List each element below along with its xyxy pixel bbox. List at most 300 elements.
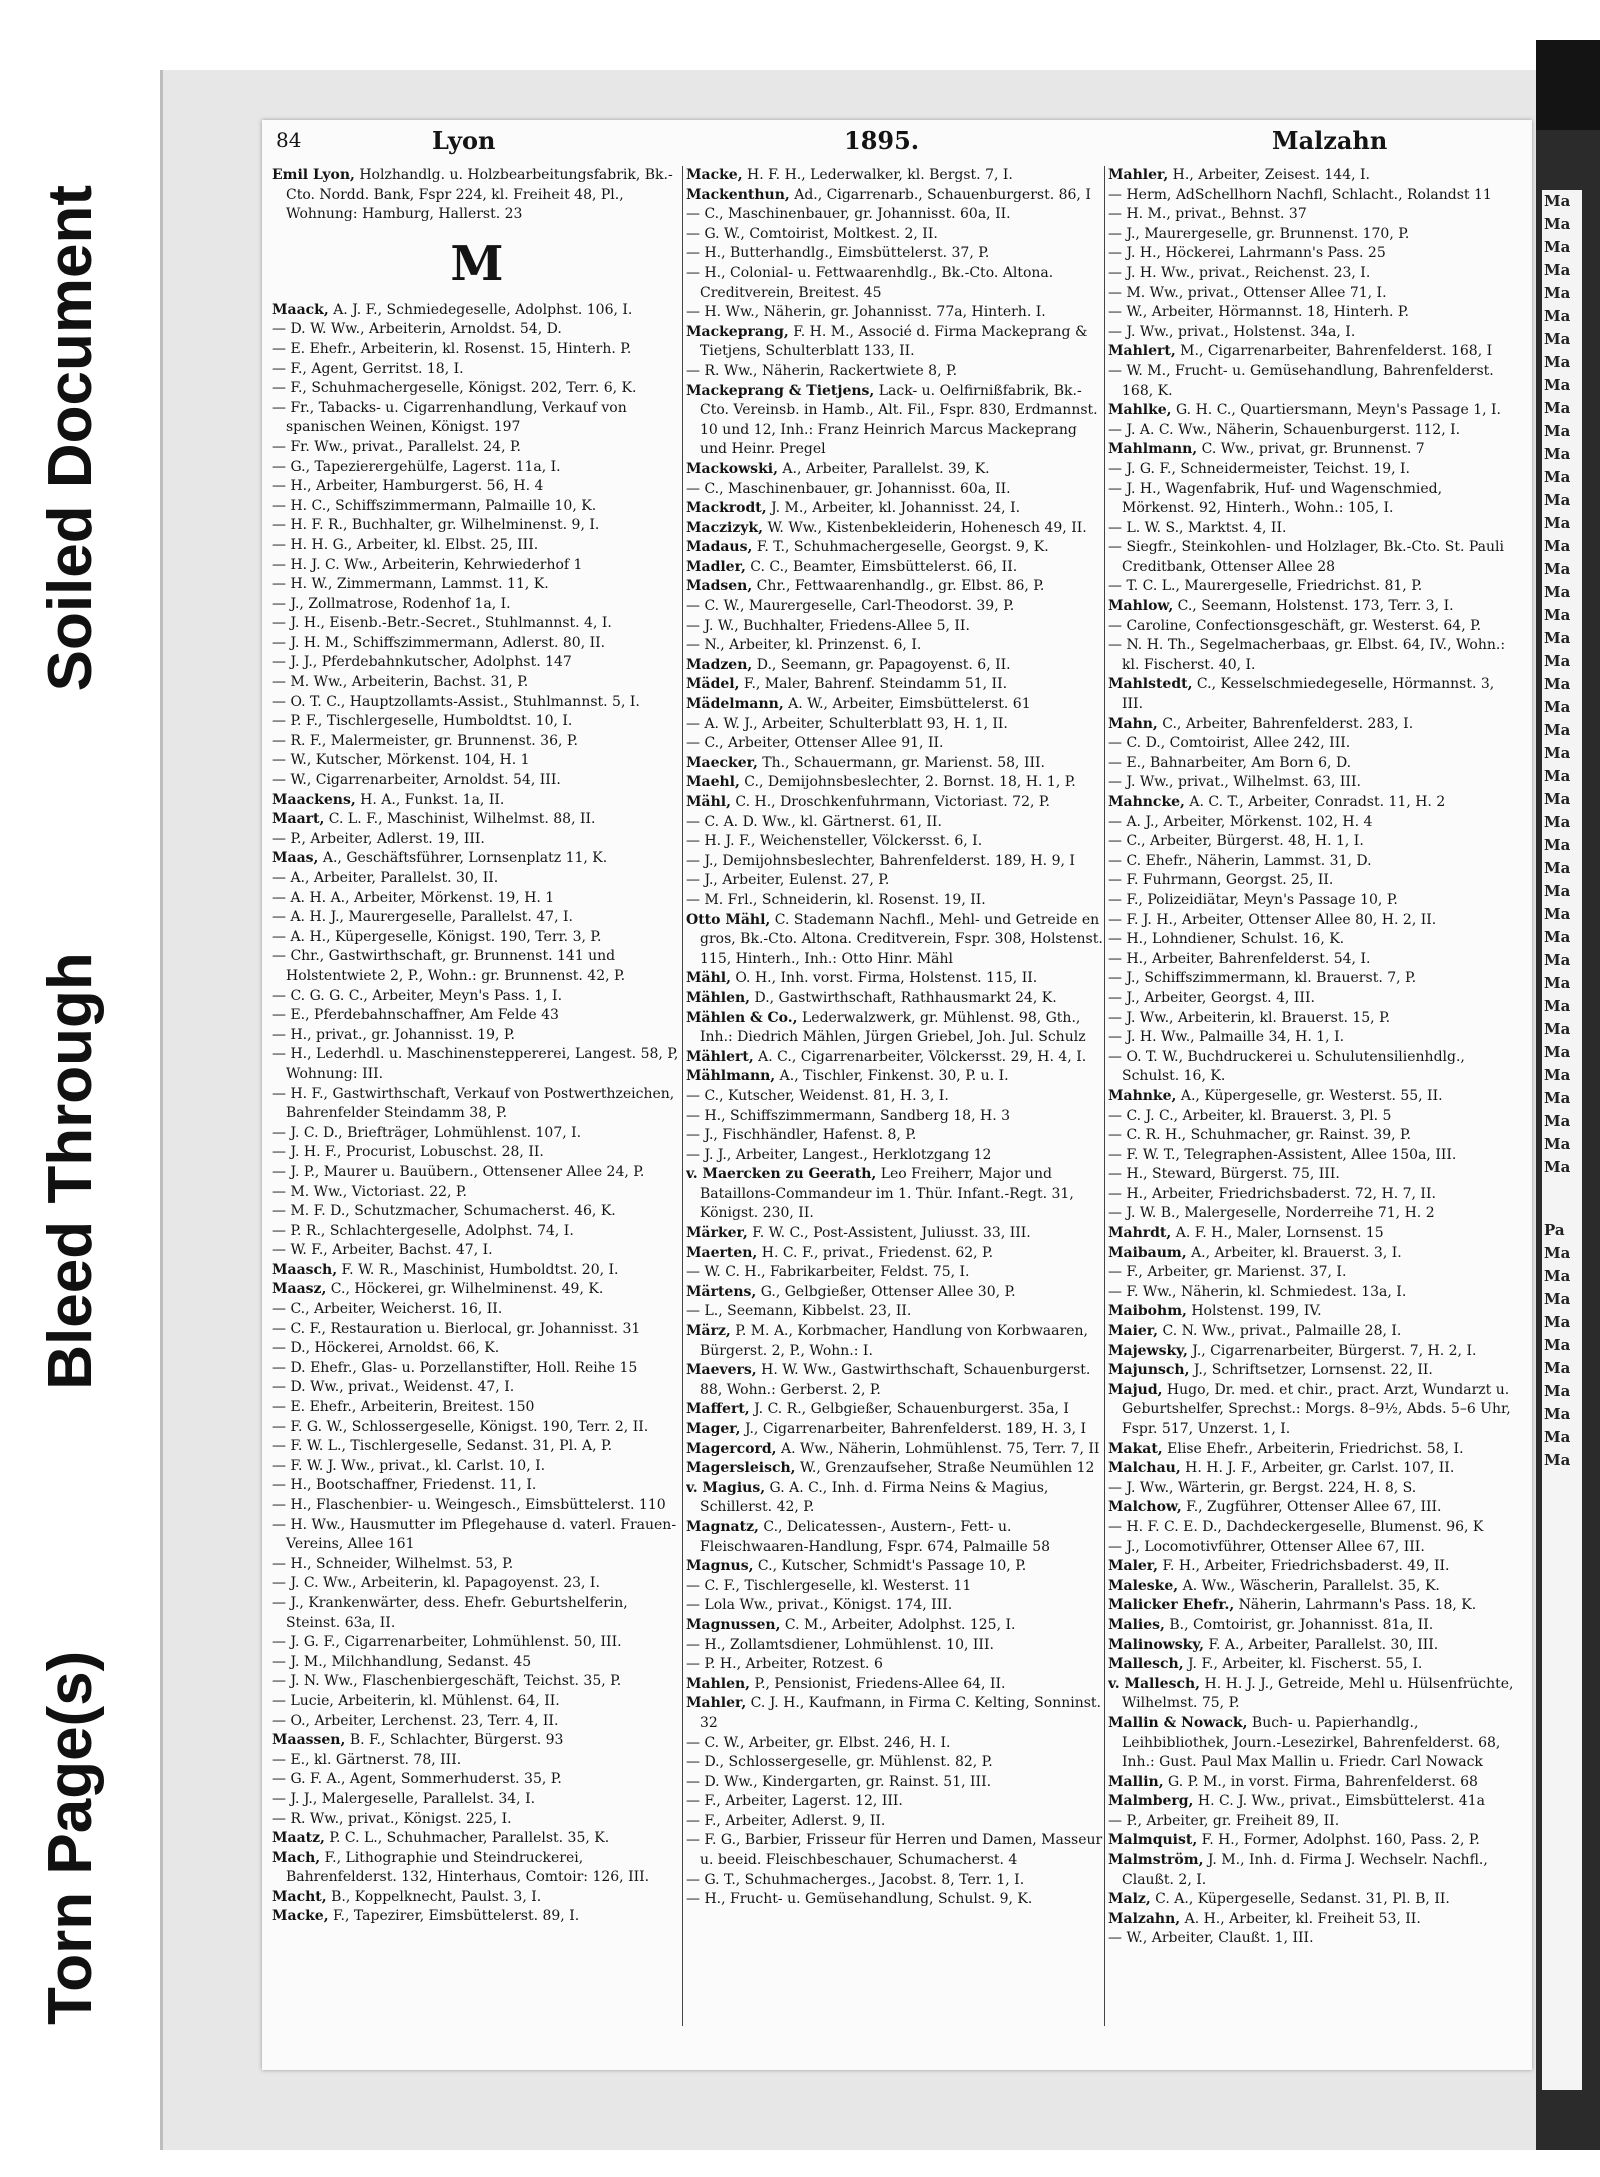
directory-entry: — P. R., Schlachtergeselle, Adolphst. 74, I. [272, 1222, 574, 1239]
directory-entry: — J. H. Ww., Palmaille 34, H. 1, I. [1108, 1029, 1345, 1046]
directory-entry: — J. H., Eisenb.-Betr.-Secret., Stuhlmannst. 4, I. [272, 615, 612, 632]
next-page-fragment: Ma [1544, 882, 1571, 900]
next-page-fragment: Ma [1544, 1336, 1571, 1354]
directory-entry: — G. T., Schuhmacherges., Jacobst. 8, Terr. 1, I. [686, 1871, 1025, 1888]
directory-entry: — W., Arbeiter, Hörmannst. 18, Hinterh. P. [1108, 304, 1409, 321]
directory-entry: — F. G., Barbier, Frisseur für Herren und Damen, Masseur u. beeid. Fleischbeschauer, Schumacherst. 4 [686, 1832, 1103, 1869]
directory-column-1 [272, 166, 682, 2036]
directory-entry: — H. C., Schiffszimmermann, Palmaille 10, K. [272, 497, 597, 514]
directory-entry: Macht, B., Koppelknecht, Paulst. 3, I. [272, 1888, 542, 1905]
directory-entry: — H., Arbeiter, Hamburgerst. 56, H. 4 [272, 478, 544, 495]
directory-entry: Mählert, A. C., Cigarrenarbeiter, Völckersst. 29, H. 4, I. [686, 1048, 1087, 1065]
directory-entry: — J. Ww., Arbeiterin, kl. Brauerst. 15, P. [1108, 1009, 1391, 1026]
directory-entry: Majunsch, J., Schriftsetzer, Lornsenst. 22, II. [1108, 1362, 1433, 1379]
directory-entry: — C., Kutscher, Weidenst. 81, H. 3, I. [686, 1087, 949, 1104]
directory-entry: Mahn, C., Arbeiter, Bahrenfelderst. 283, I. [1108, 715, 1414, 732]
directory-entry: Malzahn, A. H., Arbeiter, kl. Freiheit 53, II. [1108, 1910, 1421, 1927]
directory-entry: Mahlmann, C. Ww., privat, gr. Brunnenst. 7 [1108, 441, 1425, 458]
directory-entry: — J., Locomotivführer, Ottenser Allee 67, III. [1108, 1538, 1425, 1555]
label-torn-pages: Torn Page(s) [35, 1650, 105, 2025]
next-page-fragment: Ma [1544, 445, 1571, 463]
page-number: 84 [276, 128, 302, 152]
directory-entry: — J., Krankenwärter, dess. Ehefr. Geburtshelferin, Steinst. 63a, II. [272, 1594, 628, 1631]
next-page-fragment: Ma [1544, 974, 1571, 992]
next-page-fragment: Ma [1544, 1313, 1571, 1331]
directory-entry: — J., Schiffszimmermann, kl. Brauerst. 7, P. [1108, 970, 1417, 987]
next-page-edge [1536, 40, 1600, 2150]
directory-entry: — C., Arbeiter, Weicherst. 16, II. [272, 1301, 503, 1318]
directory-entry: — L., Seemann, Kibbelst. 23, II. [686, 1303, 912, 1320]
directory-entry: Maatz, P. C. L., Schuhmacher, Parallelst. 35, K. [272, 1830, 610, 1847]
directory-entry: — J., Arbeiter, Eulenst. 27, P. [686, 872, 890, 889]
directory-entry: — J. H. Ww., privat., Reichenst. 23, I. [1108, 264, 1371, 281]
directory-entry: — H. F., Gastwirthschaft, Verkauf von Postwerthzeichen, Bahrenfelder Steindamm 38, P. [272, 1085, 675, 1122]
directory-entry: Magnussen, C. M., Arbeiter, Adolphst. 125, I. [686, 1616, 1016, 1633]
directory-entry: Maier, C. N. Ww., privat., Palmaille 28, I. [1108, 1323, 1402, 1340]
directory-entry: Mählmann, A., Tischler, Finkenst. 30, P. u. I. [686, 1068, 1009, 1085]
directory-entry: — Lucie, Arbeiterin, kl. Mühlenst. 64, II. [272, 1692, 560, 1709]
directory-entry: Maevers, H. W. Ww., Gastwirthschaft, Schauenburgerst. 88, Wohn.: Gerberst. 2, P. [686, 1362, 1091, 1398]
directory-entry: — M. Ww., Victoriast. 22, P. [272, 1183, 467, 1200]
directory-entry: Madaus, F. T., Schuhmachergeselle, Georgst. 9, K. [686, 539, 1049, 556]
section-letter: M [450, 235, 504, 292]
directory-entry: — O. T. W., Buchdruckerei u. Schulutensilienhdlg., Schulst. 16, K. [1108, 1048, 1465, 1085]
directory-entry: — J. C. D., Briefträger, Lohmühlenst. 107, I. [272, 1124, 582, 1141]
directory-entry: Maczizyk, W. Ww., Kistenbekleiderin, Hohenesch 49, II. [686, 519, 1087, 536]
directory-entry: — J., Demijohnsbeslechter, Bahrenfelderst. 189, H. 9, I [686, 852, 1075, 869]
directory-entry: — C. D., Comtoirist, Allee 242, III. [1108, 735, 1351, 752]
directory-entry: — J. P., Maurer u. Bauübern., Ottensener Allee 24, P. [272, 1163, 645, 1180]
directory-entry: Märker, F. W. C., Post-Assistent, Juliusst. 33, III. [686, 1225, 1031, 1242]
directory-entry: — J. A. C. Ww., Näherin, Schauenburgerst. 112, I. [1108, 421, 1461, 438]
directory-entry: — F., Arbeiter, Lagerst. 12, III. [686, 1793, 903, 1810]
next-page-fragment: Ma [1544, 399, 1571, 417]
directory-entry: Maehl, C., Demijohnsbeslechter, 2. Bornst. 18, H. 1, P. [686, 774, 1076, 791]
directory-entry: — D. Ww., Kindergarten, gr. Rainst. 51, III. [686, 1773, 992, 1790]
next-page-fragment: Ma [1544, 353, 1571, 371]
directory-entry: Mahlert, M., Cigarrenarbeiter, Bahrenfelderst. 168, I [1108, 343, 1493, 360]
directory-entry: — W., Cigarrenarbeiter, Arnoldst. 54, III. [272, 772, 561, 789]
directory-entry: — G., Tapezierergehülfe, Lagerst. 11a, I. [272, 458, 561, 475]
directory-entry: — H. Ww., Näherin, gr. Johannisst. 77a, Hinterh. I. [686, 304, 1046, 321]
directory-entry: — R. F., Malermeister, gr. Brunnenst. 36, P. [272, 732, 578, 749]
directory-entry: — H. F. C. E. D., Dachdeckergeselle, Blumenst. 96, K [1108, 1518, 1484, 1535]
directory-entry: — J. Ww., privat., Holstenst. 34a, I. [1108, 323, 1356, 340]
directory-entry: Macke, F., Tapezirer, Eimsbüttelerst. 89, I. [272, 1908, 580, 1925]
directory-entry: — H., Colonial- u. Fettwaarenhdlg., Bk.-Cto. Altona. Creditverein, Breitest. 45 [686, 264, 1054, 301]
directory-entry: — W. F., Arbeiter, Bachst. 47, I. [272, 1242, 493, 1259]
directory-entry: Maibaum, A., Arbeiter, kl. Brauerst. 3, I. [1108, 1244, 1402, 1261]
directory-entry: — J., Fischhändler, Hafenst. 8, P. [686, 1127, 917, 1144]
directory-entry: — M. Frl., Schneiderin, kl. Rosenst. 19, II. [686, 891, 986, 908]
directory-column-2 [686, 166, 1104, 2036]
directory-entry: — A. J., Arbeiter, Mörkenst. 102, H. 4 [1108, 813, 1373, 830]
next-page-fragment: Ma [1544, 905, 1571, 923]
next-page-fragment: Ma [1544, 192, 1571, 210]
directory-entry: — C., Arbeiter, Bürgerst. 48, H. 1, I. [1108, 833, 1364, 850]
directory-entry: — W., Arbeiter, Claußt. 1, III. [1108, 1930, 1314, 1947]
directory-entry: — H., Frucht- u. Gemüsehandlung, Schulst. 9, K. [686, 1891, 1033, 1908]
next-page-fragment: Ma [1544, 1158, 1571, 1176]
next-page-fragment: Ma [1544, 997, 1571, 1015]
directory-entry: — F. W. L., Tischlergeselle, Sedanst. 31, Pl. A, P. [272, 1438, 613, 1455]
directory-entry: — E. Ehefr., Arbeiterin, kl. Rosenst. 15, Hinterh. P. [272, 340, 632, 357]
directory-entry: Madzen, D., Seemann, gr. Papagoyenst. 6, II. [686, 656, 1011, 673]
directory-entry: Maack, A. J. F., Schmiedegeselle, Adolphst. 106, I. [272, 301, 633, 318]
next-page-fragment: Ma [1544, 1135, 1571, 1153]
directory-entry: — N. H. Th., Segelmacherbaas, gr. Elbst. 64, IV., Wohn.: kl. Fischerst. 40, I. [1108, 637, 1506, 673]
directory-entry: — M. Ww., Arbeiterin, Bachst. 31, P. [272, 674, 529, 691]
directory-entry: Mahlen, P., Pensionist, Friedens-Allee 64, II. [686, 1675, 1006, 1692]
directory-entry: — J. Ww., privat., Wilhelmst. 63, III. [1108, 774, 1361, 791]
directory-entry: Maler, F. H., Arbeiter, Friedrichsbaderst. 49, II. [1108, 1558, 1450, 1575]
directory-entry: — J. H. F., Procurist, Lobuschst. 28, II. [272, 1144, 544, 1161]
directory-entry: Mager, J., Cigarrenarbeiter, Bahrenfelderst. 189, H. 3, I [686, 1421, 1087, 1437]
directory-entry: Mählen & Co., Lederwalzwerk, gr. Mühlenst. 98, Gth., Inh.: Diedrich Mählen, Jürgen Griebel, Joh. Jul. Schulz [686, 1009, 1086, 1046]
directory-entry: Mahler, H., Arbeiter, Zeisest. 144, I. [1108, 167, 1370, 183]
directory-entry: — J. M., Milchhandlung, Sedanst. 45 [272, 1653, 532, 1670]
directory-entry: — J. J., Pferdebahnkutscher, Adolphst. 147 [272, 654, 572, 671]
next-page-fragment: Ma [1544, 1020, 1571, 1038]
directory-entry: Maffert, J. C. R., Gelbgießer, Schauenburgerst. 35a, I [686, 1401, 1069, 1418]
directory-entry: — W., Kutscher, Mörkenst. 104, H. 1 [272, 752, 530, 769]
next-page-fragment: Ma [1544, 675, 1571, 693]
warning-labels [15, 155, 125, 2055]
next-page-fragment: Ma [1544, 1112, 1571, 1130]
directory-entry: — Lola Ww., privat., Königst. 174, III. [686, 1597, 953, 1614]
directory-column-3 [1108, 166, 1518, 2036]
directory-entry: — E., kl. Gärtnerst. 78, III. [272, 1751, 462, 1768]
directory-entry: — Siegfr., Steinkohlen- und Holzlager, Bk.-Cto. St. Pauli Creditbank, Ottenser Allee 28 [1108, 539, 1504, 575]
directory-entry: Otto Mähl, C. Stademann Nachfl., Mehl- und Getreide en gros, Bk.-Cto. Altona. Creditverein, Fspr. 308, Holstenst. 115, Hinterh., Inh.: Otto Hinr. Mähl [686, 911, 1103, 967]
directory-entry: Maackens, H. A., Funkst. 1a, II. [272, 791, 505, 808]
directory-entry: — H., Butterhandlg., Eimsbüttelerst. 37, P. [686, 245, 990, 262]
next-page-fragment: Ma [1544, 307, 1571, 325]
directory-entry: Märtens, G., Gelbgießer, Ottenser Allee 30, P. [686, 1283, 1016, 1300]
directory-entry: — J. G. F., Cigarrenarbeiter, Lohmühlenst. 50, III. [272, 1634, 622, 1651]
directory-entry: — R. Ww., Näherin, Rackertwiete 8, P. [686, 362, 958, 379]
directory-entry: Madler, C. C., Beamter, Eimsbüttelerst. 66, II. [686, 558, 1018, 575]
directory-entry: — J. J., Malergeselle, Parallelst. 34, I. [272, 1790, 536, 1807]
directory-entry: — H., Arbeiter, Friedrichsbaderst. 72, H. 7, II. [1108, 1185, 1436, 1202]
directory-entry: — J. G. F., Schneidermeister, Teichst. 19, I. [1108, 460, 1410, 477]
directory-entry: Mähl, C. H., Droschkenfuhrmann, Victoriast. 72, P. [686, 794, 1050, 810]
next-page-fragment: Ma [1544, 330, 1571, 348]
label-bleed-through: Bleed Through [35, 952, 105, 1390]
next-page-fragment: Pa [1544, 1221, 1565, 1239]
directory-entry: — W. C. H., Fabrikarbeiter, Feldst. 75, I. [686, 1264, 970, 1281]
directory-entry: — D. Ehefr., Glas- u. Porzellanstifter, Holl. Reihe 15 [272, 1359, 638, 1376]
directory-entry: — C. F., Restauration u. Bierlocal, gr. Johannisst. 31 [272, 1320, 641, 1337]
next-page-fragment: Ma [1544, 1066, 1571, 1084]
next-page-fragment: Ma [1544, 1405, 1571, 1423]
next-page-fragment: Ma [1544, 859, 1571, 877]
directory-entry: — H., Steward, Bürgerst. 75, III. [1108, 1166, 1340, 1183]
directory-entry: — E., Bahnarbeiter, Am Born 6, D. [1108, 754, 1352, 771]
directory-entry: — R. Ww., privat., Königst. 225, I. [272, 1810, 512, 1827]
next-page-fragment: Ma [1544, 1244, 1571, 1262]
directory-entry: — G. W., Comtoirist, Moltkest. 2, II. [686, 225, 938, 242]
next-page-fragment: Ma [1544, 928, 1571, 946]
next-page-fragment: Ma [1544, 1451, 1571, 1469]
directory-entry: — D., Höckerei, Arnoldst. 66, K. [272, 1340, 500, 1357]
directory-entry: v. Mallesch, H. H. J. J., Getreide, Mehl u. Hülsenfrüchte, Wilhelmst. 75, P. [1108, 1675, 1514, 1712]
directory-entry: Magnatz, C., Delicatessen-, Austern-, Fett- u. Fleischwaaren-Handlung, Fspr. 674, Palmaille 58 [686, 1518, 1051, 1555]
directory-entry: Mallesch, J. F., Arbeiter, kl. Fischerst. 55, I. [1108, 1656, 1423, 1673]
directory-entry: — O. T. C., Hauptzollamts-Assist., Stuhlmannst. 5, I. [272, 693, 640, 710]
next-page-fragment: Ma [1544, 1290, 1571, 1308]
directory-entry: v. Maercken zu Geerath, Leo Freiherr, Major und Bataillons-Commandeur im 1. Thür. Infant.-Regt. 31, Königst. 230, II. [686, 1166, 1074, 1222]
next-page-fragment: Ma [1544, 491, 1571, 509]
directory-entry: Mahlstedt, C., Kesselschmiedegeselle, Hörmannst. 3, III. [1108, 676, 1495, 713]
directory-entry: — Chr., Gastwirthschaft, gr. Brunnenst. 141 und Holstentwiete 2, P., Wohn.: gr. Brunnenst. 42, P. [272, 948, 626, 984]
directory-entry: — P., Arbeiter, Adlerst. 19, III. [272, 830, 485, 847]
directory-entry: — F. G. W., Schlossergeselle, Königst. 190, Terr. 2, II. [272, 1418, 649, 1435]
next-page-fragment: Ma [1544, 238, 1571, 256]
directory-entry: — J. N. Ww., Flaschenbiergeschäft, Teichst. 35, P. [272, 1673, 622, 1690]
directory-entry: Mallin & Nowack, Buch- u. Papierhandlg., Leihbibliothek, Journ.-Lesezirkel, Bahrenfelderst. 68, Inh.: Gust. Paul Max Mallin u. Friedr. Carl Nowack [1108, 1714, 1501, 1771]
page-header [272, 124, 1522, 160]
next-page-fragment: Ma [1544, 767, 1571, 785]
directory-entry: — M. F. D., Schutzmacher, Schumacherst. 46, K. [272, 1203, 616, 1220]
directory-entry: — C., Maschinenbauer, gr. Johannisst. 60a, II. [686, 480, 1011, 497]
directory-entry: — H., Flaschenbier- u. Weingesch., Eimsbüttelerst. 110 [272, 1497, 666, 1513]
directory-entry: — H., Lederhdl. u. Maschinensteppererei, Langest. 58, P, Wohnung: III. [272, 1046, 679, 1082]
directory-entry: Malz, C. A., Küpergeselle, Sedanst. 31, Pl. B, II. [1108, 1891, 1450, 1908]
directory-entry: Mählen, D., Gastwirthschaft, Rathhausmarkt 24, K. [686, 989, 1057, 1006]
directory-entry: — P. H., Arbeiter, Rotzest. 6 [686, 1656, 883, 1673]
directory-entry: — F., Arbeiter, Adlerst. 9, II. [686, 1812, 886, 1829]
directory-entry: Maasz, C., Höckerei, gr. Wilhelminenst. 49, K. [272, 1281, 604, 1298]
directory-entry: — M. Ww., privat., Ottenser Allee 71, I. [1108, 284, 1387, 301]
next-page-fragment: Ma [1544, 629, 1571, 647]
directory-entry: — F. Ww., Näherin, kl. Schmiedest. 13a, I. [1108, 1283, 1407, 1300]
directory-entry: Malmström, J. M., Inh. d. Firma J. Wechselr. Nachfl., Claußt. 2, I. [1108, 1852, 1488, 1888]
label-soiled-document: Soiled Document [35, 185, 105, 692]
directory-entry: — A., Arbeiter, Parallelst. 30, II. [272, 870, 499, 886]
next-page-fragment: Ma [1544, 790, 1571, 808]
directory-entry: Makat, Elise Ehefr., Arbeiterin, Friedrichst. 58, I. [1108, 1440, 1464, 1457]
directory-entry: Macke, H. F. H., Lederwalker, kl. Bergst. 7, I. [686, 167, 1013, 183]
directory-entry: Emil Lyon, Holzhandlg. u. Holzbearbeitungsfabrik, Bk.-Cto. Nordd. Bank, Fspr 224, kl. Freiheit 48, Pl., Wohnung: Hamburg, Hallerst. 23 [272, 167, 673, 223]
next-page-fragment: Ma [1544, 284, 1571, 302]
next-page-fragment: Ma [1544, 1267, 1571, 1285]
directory-entry: — J. W., Buchhalter, Friedens-Allee 5, II. [686, 617, 970, 634]
directory-entry: — C. W., Arbeiter, gr. Elbst. 246, H. I. [686, 1734, 951, 1751]
directory-entry: Mackrodt, J. M., Arbeiter, kl. Johannisst. 24, I. [686, 500, 1021, 517]
next-page-fragment: Ma [1544, 468, 1571, 486]
directory-entry: März, P. M. A., Korbmacher, Handlung von Korbwaaren, Bürgerst. 2, P., Wohn.: I. [686, 1323, 1088, 1359]
directory-entry: Malies, B., Comtoirist, gr. Johannisst. 81a, II. [1108, 1616, 1434, 1633]
directory-entry: Maassen, B. F., Schlachter, Bürgerst. 93 [272, 1732, 564, 1749]
directory-entry: — O., Arbeiter, Lerchenst. 23, Terr. 4, II. [272, 1712, 559, 1729]
directory-entry: Maleske, A. Ww., Wäscherin, Parallelst. 35, K. [1108, 1577, 1440, 1594]
next-page-fragment: Ma [1544, 652, 1571, 670]
directory-entry: Mach, F., Lithographie und Steindruckerei, Bahrenfelderst. 132, Hinterhaus, Comtoir: 126, III. [272, 1849, 650, 1886]
next-page-fragment: Ma [1544, 1043, 1571, 1061]
directory-entry: — J. J., Arbeiter, Langest., Herklotzgang 12 [686, 1146, 992, 1163]
directory-entry: Madsen, Chr., Fettwaarenhandlg., gr. Elbst. 86, P. [686, 578, 1045, 595]
binding-shadow [1536, 40, 1600, 130]
directory-entry: — Fr. Ww., privat., Parallelst. 24, P. [272, 438, 521, 455]
directory-entry: — H. J. F., Weichensteller, Völckersst. 6, I. [686, 833, 983, 850]
next-page-fragment: Ma [1544, 537, 1571, 555]
directory-entry: — F., Agent, Gerritst. 18, I. [272, 360, 464, 377]
directory-entry: — L. W. S., Marktst. 4, II. [1108, 519, 1287, 536]
directory-entry: — C. R. H., Schuhmacher, gr. Rainst. 39, P. [1108, 1127, 1412, 1144]
directory-entry: Mädelmann, A. W., Arbeiter, Eimsbüttelerst. 61 [686, 696, 1031, 713]
directory-entry: — H. Ww., Hausmutter im Pflegehause d. vaterl. Frauen-Vereins, Allee 161 [272, 1516, 677, 1553]
directory-entry: Mahrdt, A. F. H., Maler, Lornsenst. 15 [1108, 1225, 1384, 1242]
directory-entry: — A. H. J., Maurergeselle, Parallelst. 47, I. [272, 909, 573, 926]
next-page-fragment: Ma [1544, 215, 1571, 233]
directory-entry: Mähl, O. H., Inh. vorst. Firma, Holstenst. 115, II. [686, 970, 1038, 987]
directory-entry: — E. Ehefr., Arbeiterin, Breitest. 150 [272, 1399, 535, 1416]
directory-entry: — G. F. A., Agent, Sommerhuderst. 35, P. [272, 1771, 562, 1788]
directory-entry: Mahnke, A., Küpergeselle, gr. Westerst. 55, II. [1108, 1087, 1443, 1104]
directory-entry: — C. J. C., Arbeiter, kl. Brauerst. 3, Pl. 5 [1108, 1107, 1392, 1124]
next-page-fragment: Ma [1544, 560, 1571, 578]
directory-entry: — H., Arbeiter, Bahrenfelderst. 54, I. [1108, 950, 1371, 967]
next-page-fragment: Ma [1544, 1382, 1571, 1400]
directory-entry: — F. W. J. Ww., privat., kl. Carlst. 10, I. [272, 1457, 546, 1474]
directory-entry: — J. C. Ww., Arbeiterin, kl. Papagoyenst. 23, I. [272, 1575, 600, 1592]
directory-entry: — A. H. A., Arbeiter, Mörkenst. 19, H. 1 [272, 889, 555, 906]
directory-entry: — C., Maschinenbauer, gr. Johannisst. 60a, II. [686, 206, 1011, 223]
directory-entry: Mallin, G. P. M., in vorst. Firma, Bahrenfelderst. 68 [1108, 1773, 1478, 1790]
directory-entry: Magercord, A. Ww., Näherin, Lohmühlenst. 75, Terr. 7, II [686, 1440, 1100, 1457]
directory-entry: — F. Fuhrmann, Georgst. 25, II. [1108, 872, 1334, 889]
directory-entry: Malmquist, F. H., Former, Adolphst. 160, Pass. 2, P. [1108, 1832, 1480, 1849]
directory-entry: — C., Arbeiter, Ottenser Allee 91, II. [686, 735, 944, 752]
directory-entry: Maibohm, Holstenst. 199, IV. [1108, 1303, 1322, 1320]
directory-entry: — J., Arbeiter, Georgst. 4, III. [1108, 989, 1315, 1006]
directory-entry: — C. F., Tischlergeselle, kl. Westerst. 11 [686, 1577, 972, 1594]
directory-entry: — Caroline, Confectionsgeschäft, gr. Westerst. 64, P. [1108, 617, 1482, 634]
directory-entry: — A. H., Küpergeselle, Königst. 190, Terr. 3, P. [272, 928, 602, 945]
directory-entry: — C. Ehefr., Näherin, Lammst. 31, D. [1108, 852, 1372, 869]
directory-entry: — D., Schlossergeselle, gr. Mühlenst. 82, P. [686, 1754, 993, 1771]
directory-entry: — H., Lohndiener, Schulst. 16, K. [1108, 931, 1345, 948]
directory-entry: — J. H., Wagenfabrik, Huf- und Wagenschmied, Mörkenst. 92, Hinterh., Wohn.: 105, I. [1108, 480, 1443, 517]
directory-entry: — Fr., Tabacks- u. Cigarrenhandlung, Verkauf von spanischen Weinen, Königst. 197 [272, 399, 627, 436]
next-page-fragment: Ma [1544, 1089, 1571, 1107]
directory-entry: Malchau, H. H. J. F., Arbeiter, gr. Carlst. 107, II. [1108, 1460, 1455, 1477]
directory-entry: Magersleisch, W., Grenzaufseher, Straße Neumühlen 12 [686, 1460, 1095, 1477]
directory-entry: — P. F., Tischlergeselle, Humboldtst. 10, I. [272, 713, 573, 730]
directory-entry: Maart, C. L. F., Maschinist, Wilhelmst. 88, II. [272, 811, 596, 828]
directory-entry: — J. H. M., Schiffszimmermann, Adlerst. 80, II. [272, 634, 606, 651]
next-page-fragment: Ma [1544, 836, 1571, 854]
directory-entry: Malmberg, H. C. J. Ww., privat., Eimsbüttelerst. 41a [1108, 1793, 1485, 1810]
directory-entry: — H. H. G., Arbeiter, kl. Elbst. 25, III. [272, 536, 539, 553]
directory-entry: Mahncke, A. C. T., Arbeiter, Conradst. 11, H. 2 [1108, 794, 1446, 810]
next-page-fragment: Ma [1544, 698, 1571, 716]
directory-entry: Maerten, H. C. F., privat., Friedenst. 62, P. [686, 1244, 994, 1261]
directory-entry: — F. W. T., Telegraphen-Assistent, Allee 150a, III. [1108, 1146, 1457, 1163]
next-page-fragment: Ma [1544, 1359, 1571, 1377]
directory-entry: Malchow, F., Zugführer, Ottenser Allee 67, III. [1108, 1499, 1442, 1516]
header-year: 1895. [844, 126, 920, 155]
next-page-fragment: Ma [1544, 583, 1571, 601]
column-rule [1104, 166, 1105, 2026]
directory-entry: — H., privat., gr. Johannisst. 19, P. [272, 1026, 515, 1043]
directory-entry: — J. H., Höckerei, Lahrmann's Pass. 25 [1108, 245, 1386, 262]
next-page-fragment: Ma [1544, 422, 1571, 440]
directory-entry: v. Magius, G. A. C., Inh. d. Firma Neins & Magius, Schillerst. 42, P. [686, 1479, 1049, 1516]
directory-entry: — H. F. R., Buchhalter, gr. Wilhelminenst. 9, I. [272, 517, 600, 534]
directory-entry: — H. W., Zimmermann, Lammst. 11, K. [272, 576, 549, 593]
directory-entry: Mackenthun, Ad., Cigarrenarb., Schauenburgerst. 86, I [686, 186, 1091, 203]
next-page-fragment: Ma [1544, 744, 1571, 762]
directory-entry: Majud, Hugo, Dr. med. et chir., pract. Arzt, Wundarzt u. Geburtshelfer, Sprechst.: Morgs. 8–9½, Abds. 5–6 Uhr, Fspr. 517, Unzerst. 1, I. [1108, 1381, 1511, 1437]
directory-entry: — J. Ww., Wärterin, gr. Bergst. 224, H. 8, S. [1108, 1479, 1417, 1496]
directory-entry: — J. W. B., Malergeselle, Norderreihe 71, H. 2 [1108, 1205, 1435, 1222]
directory-entry: — H., Bootschaffner, Friedenst. 11, I. [272, 1477, 537, 1494]
directory-entry: — J., Maurergeselle, gr. Brunnenst. 170, P. [1108, 225, 1410, 242]
directory-entry: Mackeprang & Tietjens, Lack- u. Oelfirnißfabrik, Bk.-Cto. Vereinsb. in Hamb., Alt. Fil., Fspr. 830, Erdmannst. 10 und 12, Inh.: Franz Heinrich Marcus Mackeprang und Heinr. Pregel [686, 382, 1098, 458]
directory-entry: — F., Polizeidiätar, Meyn's Passage 10, P. [1108, 891, 1398, 908]
warning-band [0, 0, 150, 2177]
directory-entry: — C. G. G. C., Arbeiter, Meyn's Pass. 1, I. [272, 987, 563, 1004]
next-page-fragments [1542, 190, 1582, 2090]
directory-entry: Mahler, C. J. H., Kaufmann, in Firma C. Kelting, Sonninst. 32 [686, 1695, 1101, 1731]
directory-entry: — A. W. J., Arbeiter, Schulterblatt 93, H. 1, II. [686, 715, 1008, 732]
next-page-fragment: Ma [1544, 813, 1571, 831]
directory-entry: — N., Arbeiter, kl. Prinzenst. 6, I. [686, 637, 922, 654]
next-page-fragment: Ma [1544, 951, 1571, 969]
directory-entry: — H., Zollamtsdiener, Lohmühlenst. 10, III. [686, 1636, 994, 1653]
directory-entry: — C. W., Maurergeselle, Carl-Theodorst. 39, P. [686, 598, 1015, 615]
directory-entry: — E., Pferdebahnschaffner, Am Felde 43 [272, 1007, 559, 1024]
directory-entry: — H. M., privat., Behnst. 37 [1108, 206, 1307, 223]
directory-entry: Maas, A., Geschäftsführer, Lornsenplatz 11, K. [272, 850, 608, 867]
directory-entry: Magnus, C., Kutscher, Schmidt's Passage 10, P. [686, 1558, 1027, 1575]
next-page-fragment: Ma [1544, 606, 1571, 624]
directory-entry: — F. J. H., Arbeiter, Ottenser Allee 80, H. 2, II. [1108, 911, 1437, 928]
next-page-fragment: Ma [1544, 1428, 1571, 1446]
directory-entry: Maecker, Th., Schauermann, gr. Marienst. 58, III. [686, 754, 1045, 771]
directory-entry: — D. W. Ww., Arbeiterin, Arnoldst. 54, D. [272, 321, 562, 338]
directory-entry: — F., Schuhmachergeselle, Königst. 202, Terr. 6, K. [272, 380, 637, 397]
directory-entry: — D. Ww., privat., Weidenst. 47, I. [272, 1379, 515, 1396]
directory-entry: — Herm, AdSchellhorn Nachfl, Schlacht., Rolandst 11 [1108, 186, 1492, 203]
directory-entry: Mädel, F., Maler, Bahrenf. Steindamm 51, II. [686, 676, 1008, 693]
directory-entry: — T. C. L., Maurergeselle, Friedrichst. 81, P. [1108, 578, 1423, 595]
directory-entry: Malicker Ehefr., Näherin, Lahrmann's Pass. 18, K. [1108, 1597, 1477, 1614]
directory-entry: — W. M., Frucht- u. Gemüsehandlung, Bahrenfelderst. 168, K. [1108, 362, 1494, 399]
next-page-fragment: Ma [1544, 261, 1571, 279]
next-page-fragment: Ma [1544, 376, 1571, 394]
directory-entry: — H., Schiffszimmermann, Sandberg 18, H. 3 [686, 1107, 1011, 1124]
directory-entry: Majewsky, J., Cigarrenarbeiter, Bürgerst. 7, H. 2, I. [1108, 1342, 1477, 1359]
header-right-keyword: Malzahn [1272, 126, 1388, 155]
directory-entry: — H. J. C. Ww., Arbeiterin, Kehrwiederhof 1 [272, 556, 583, 573]
next-page-fragment: Ma [1544, 514, 1571, 532]
next-page-fragment: Ma [1544, 721, 1571, 739]
directory-entry: — C. A. D. Ww., kl. Gärtnerst. 61, II. [686, 813, 942, 830]
directory-entry: Malinowsky, F. A., Arbeiter, Parallelst. 30, III. [1108, 1636, 1439, 1653]
directory-entry: — P., Arbeiter, gr. Freiheit 89, II. [1108, 1812, 1340, 1829]
header-left-keyword: Lyon [432, 126, 496, 155]
directory-entry: Mackowski, A., Arbeiter, Parallelst. 39, K. [686, 460, 990, 477]
directory-entry: — H., Schneider, Wilhelmst. 53, P. [272, 1555, 514, 1572]
directory-entry: Maasch, F. W. R., Maschinist, Humboldtst. 20, I. [272, 1261, 619, 1278]
column-rule [682, 166, 683, 2026]
directory-entry: — J., Zollmatrose, Rodenhof 1a, I. [272, 595, 511, 612]
directory-entry: — F., Arbeiter, gr. Marienst. 37, I. [1108, 1264, 1347, 1281]
directory-entry: Mackeprang, F. H. M., Associé d. Firma Mackeprang & Tietjens, Schulterblatt 133, II. [686, 323, 1088, 360]
